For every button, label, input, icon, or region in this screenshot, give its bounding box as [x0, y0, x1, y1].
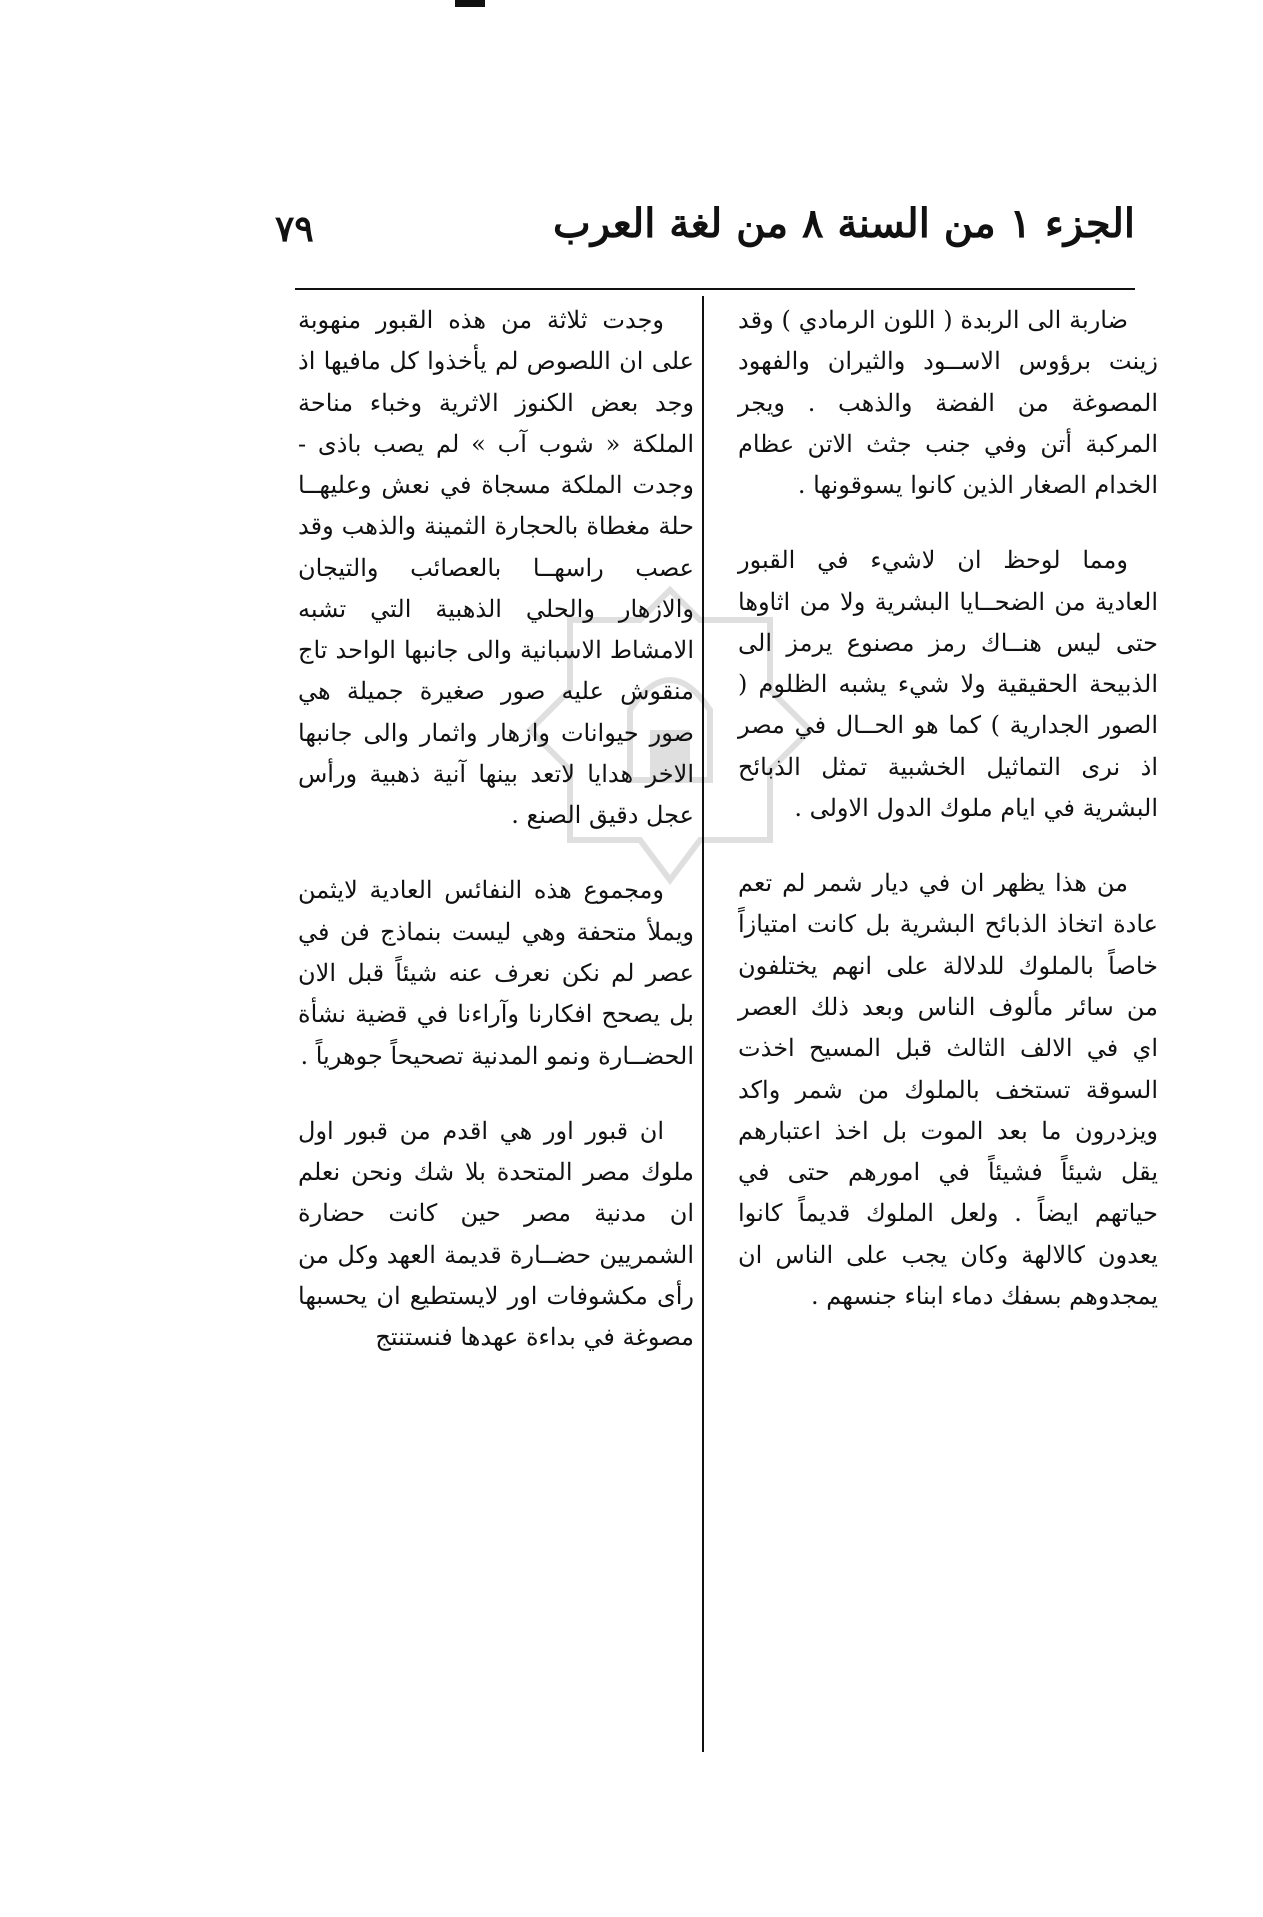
paragraph: من هذا يظهر ان في ديار شمر لم تعم عادة اتخاذ الذبائح البشرية بل كانت امتيازاً خاصاً بالملوك للدلالة على انهم يختلفون من سائر مألوف الناس وبعد ذلك العصر اي في الالف الثالث قبل المسيح اخذت السوقة تستخف بالملوك من شمر واكد ويزدرون ما بعد الموت بل اخذ اعتبارهم يقل شيئاً فشيئاً في امورهم حتى في حياتهم ايضاً . ولعل الملوك قديماً كانوا يعدون كالالهة وكان يجب على الناس ان يمجدوهم بسفك دماء ابناء جنسهم . — [738, 869, 1158, 1310]
header-rule — [295, 288, 1135, 290]
top-edge-mark — [455, 0, 485, 7]
column-divider — [702, 296, 704, 1752]
page-header — [265, 200, 1135, 260]
paragraph: ومما لوحظ ان لاشيء في القبور العادية من الضحــايا البشرية ولا من اثاوها حتى ليس هنــاك رمز مصنوع يرمز الى الذبيحة الحقيقية ولا شيء يشبه الظلوم ( الصور الجدارية ) كما هو الحــال في مصر اذ نرى التماثيل الخشبية تمثل الذبائح البشرية في ايام ملوك الدول الاولى . — [738, 546, 1158, 822]
paragraph: ان قبور اور هي اقدم من قبور اول ملوك مصر المتحدة بلا شك ونحن نعلم ان مدنية مصر حين كانت حضارة الشمريين حضــارة قديمة العهد وكل من رأى مكشوفات اور لايستطيع ان يحسبها مصوغة في بداءة عهدها فنستنتج — [298, 1116, 694, 1352]
page-number: ٧٩ — [275, 208, 314, 250]
running-title: الجزء ١ من السنة ٨ من لغة العرب — [553, 200, 1135, 247]
paragraph: وجدت ثلاثة من هذه القبور منهوبة على ان اللصوص لم يأخذوا كل مافيها اذ وجد بعض الكنوز الاثرية وخباء مناحة الملكة « شوب آب » لم يصب باذى - وجدت الملكة مسجاة في نعش وعليهــا حلة مغطاة بالحجارة الثمينة والذهب وقد عصب راسهــا بالعصائب والتيجان والازهار والحلي الذهبية التي تشبه الامشاط الاسبانية والى جانبها الواحد تاج منقوش عليه صور صغيرة جميلة هي صور حيوانات وازهار واثمار والى جانبها الاخر هدايا لاتعد بينها آنية ذهبية ورأس عجل دقيق الصنع . — [298, 306, 694, 830]
right-column — [738, 300, 1158, 1351]
left-column — [298, 300, 694, 1392]
paragraph: ومجموع هذه النفائس العادية لايثمن ويملأ متحفة وهي ليست بنماذج فن في عصر لم نكن نعرف عنه شيئاً قبل الان بل يصحح افكارنا وآراءنا في قضية نشأة الحضــارة ونمو المدنية تصحيحاً جوهرياً . — [298, 876, 694, 1070]
paragraph: ضاربة الى الربدة ( اللون الرمادي ) وقد زينت برؤوس الاســود والثيران والفهود المصوغة من الفضة والذهب . ويجر المركبة أتن وفي جنب جثث الاتن عظام الخدام الصغار الذين كانوا يسوقونها . — [738, 306, 1158, 500]
